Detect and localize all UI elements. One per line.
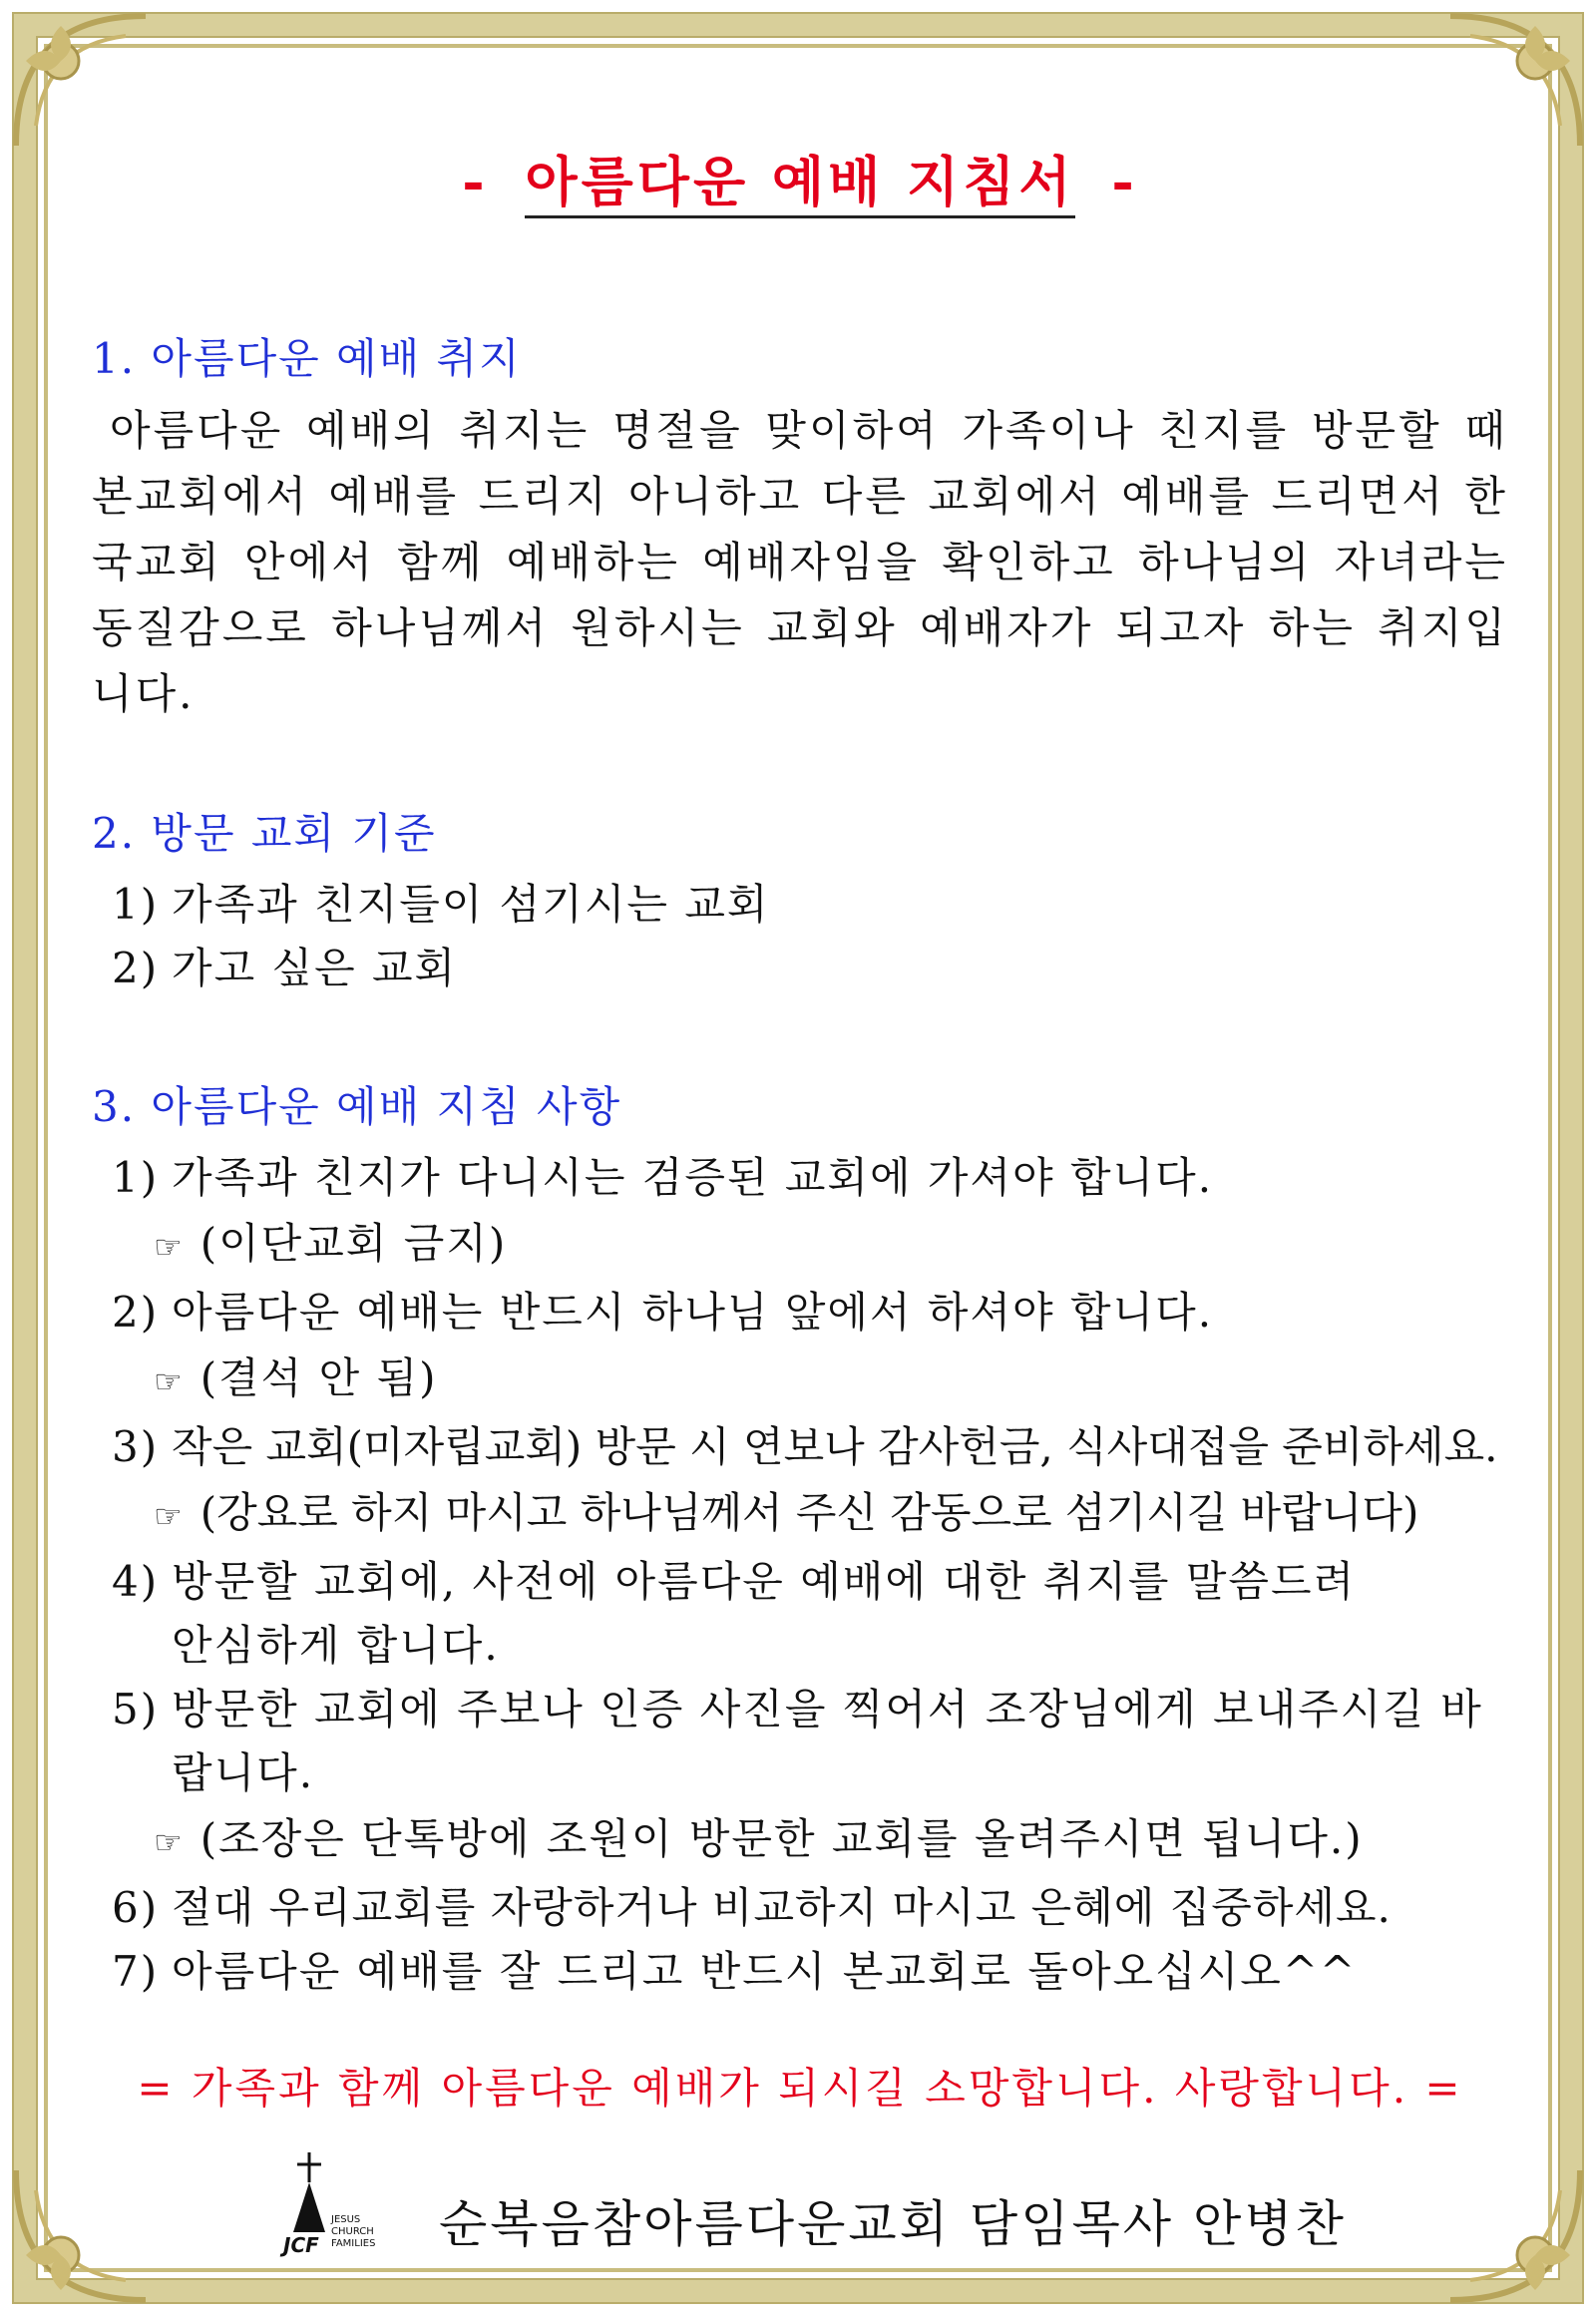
section-church-criteria	[92, 801, 1508, 1000]
item-number: 7)	[112, 1947, 160, 1996]
section-guidelines	[92, 1074, 1508, 2004]
pointing-hand-icon: ☞	[154, 1823, 185, 1861]
item-text: 작은 교회(미자립교회) 방문 시 연보나 감사헌금, 식사대접을 준비하세요.	[172, 1422, 1498, 1471]
title-dash-right: -	[1111, 150, 1138, 213]
item-text: 가고 싶은 교회	[172, 944, 458, 992]
logo-text-line: CHURCH	[331, 2226, 374, 2237]
corner-ornament-icon	[1440, 6, 1590, 156]
page-title-text: 아름다운 예배 지침서	[525, 150, 1074, 218]
logo-text-line: FAMILIES	[331, 2238, 376, 2249]
pointing-hand-icon: ☞	[154, 1228, 185, 1266]
pointing-hand-icon: ☞	[154, 1497, 185, 1535]
item-text: 절대 우리교회를 자랑하거나 비교하지 마시고 은혜에 집중하세요.	[172, 1883, 1392, 1932]
section-heading: 2. 방문 교회 기준	[92, 809, 437, 858]
note-text: (조장은 단톡방에 조원이 방문한 교회를 올려주시면 됩니다.)	[200, 1814, 1364, 1863]
item-number: 1)	[112, 880, 160, 929]
item-number: 1)	[112, 1153, 160, 1202]
note-text: (강요로 하지 마시고 하나님께서 주신 감동으로 섬기시길 바랍니다)	[200, 1488, 1419, 1537]
item-note	[92, 1805, 1508, 1876]
closing-message: = 가족과 함께 아름다운 예배가 되시길 소망합니다. 사랑합니다. =	[137, 2064, 1463, 2113]
corner-ornament-icon	[6, 6, 156, 156]
title-dash-left: -	[462, 150, 489, 213]
list-item	[92, 873, 1508, 937]
logo-text-line: JESUS	[331, 2214, 361, 2225]
section-heading: 3. 아름다운 예배 지침 사항	[92, 1082, 622, 1131]
item-text: 방문할 교회에, 사전에 아름다운 예배에 대한 취지를 말씀드려 안심하게 합니다.	[172, 1557, 1357, 1670]
item-number: 3)	[112, 1422, 160, 1471]
signature-block	[279, 2152, 1377, 2262]
purpose-paragraph: 아름다운 예배의 취지는 명절을 맞이하여 가족이나 친지를 방문할 때 본교회에서 예배를 드리지 아니하고 다른 교회에서 예배를 드리면서 한국교회 안에서 함께 예배하는 예배자임을 확인하고 하나님의 자녀라는 동질감으로 하나님께서 원하시는 교회와 예배자가 되고자 하는 취지입니다.	[92, 406, 1508, 718]
item-text: 아름다운 예배는 반드시 하나님 앞에서 하셔야 합니다.	[172, 1288, 1214, 1337]
pastor-signature: 순복음참아름다운교회 담임목사 안병찬	[439, 2195, 1347, 2253]
item-text: 가족과 친지가 다니시는 검증된 교회에 가셔야 합니다.	[172, 1153, 1214, 1202]
list-item	[92, 1678, 1508, 1805]
item-text: 가족과 친지들이 섬기시는 교회	[172, 880, 770, 929]
note-text: (이단교회 금지)	[200, 1219, 508, 1268]
section-heading: 1. 아름다운 예배 취지	[92, 334, 522, 383]
item-note	[92, 1210, 1508, 1281]
item-text: 방문한 교회에 주보나 인증 사진을 찍어서 조장님에게 보내주시길 바랍니다.	[172, 1685, 1483, 1797]
document-body	[92, 140, 1508, 2116]
list-item	[92, 1876, 1508, 1940]
list-item	[92, 1940, 1508, 2004]
item-text: 아름다운 예배를 잘 드리고 반드시 본교회로 돌아오십시오^^	[172, 1947, 1358, 1996]
list-item	[92, 937, 1508, 1000]
item-number: 4)	[112, 1557, 160, 1606]
item-number: 6)	[112, 1883, 160, 1932]
item-number: 2)	[112, 1288, 160, 1337]
section-purpose	[92, 326, 1508, 727]
pointing-hand-icon: ☞	[154, 1362, 185, 1400]
list-item	[92, 1146, 1508, 1210]
list-item	[92, 1281, 1508, 1345]
church-logo	[279, 2152, 399, 2262]
corner-ornament-icon	[1440, 2160, 1590, 2310]
corner-ornament-icon	[6, 2160, 156, 2310]
note-text: (결석 안 됨)	[200, 1353, 438, 1402]
item-number: 2)	[112, 944, 160, 992]
item-number: 5)	[112, 1685, 160, 1734]
list-item	[92, 1550, 1508, 1678]
page-title	[92, 140, 1508, 216]
item-note	[92, 1479, 1508, 1550]
item-note	[92, 1345, 1508, 1415]
list-item	[92, 1415, 1508, 1479]
logo-mark: JCF	[283, 2233, 319, 2257]
